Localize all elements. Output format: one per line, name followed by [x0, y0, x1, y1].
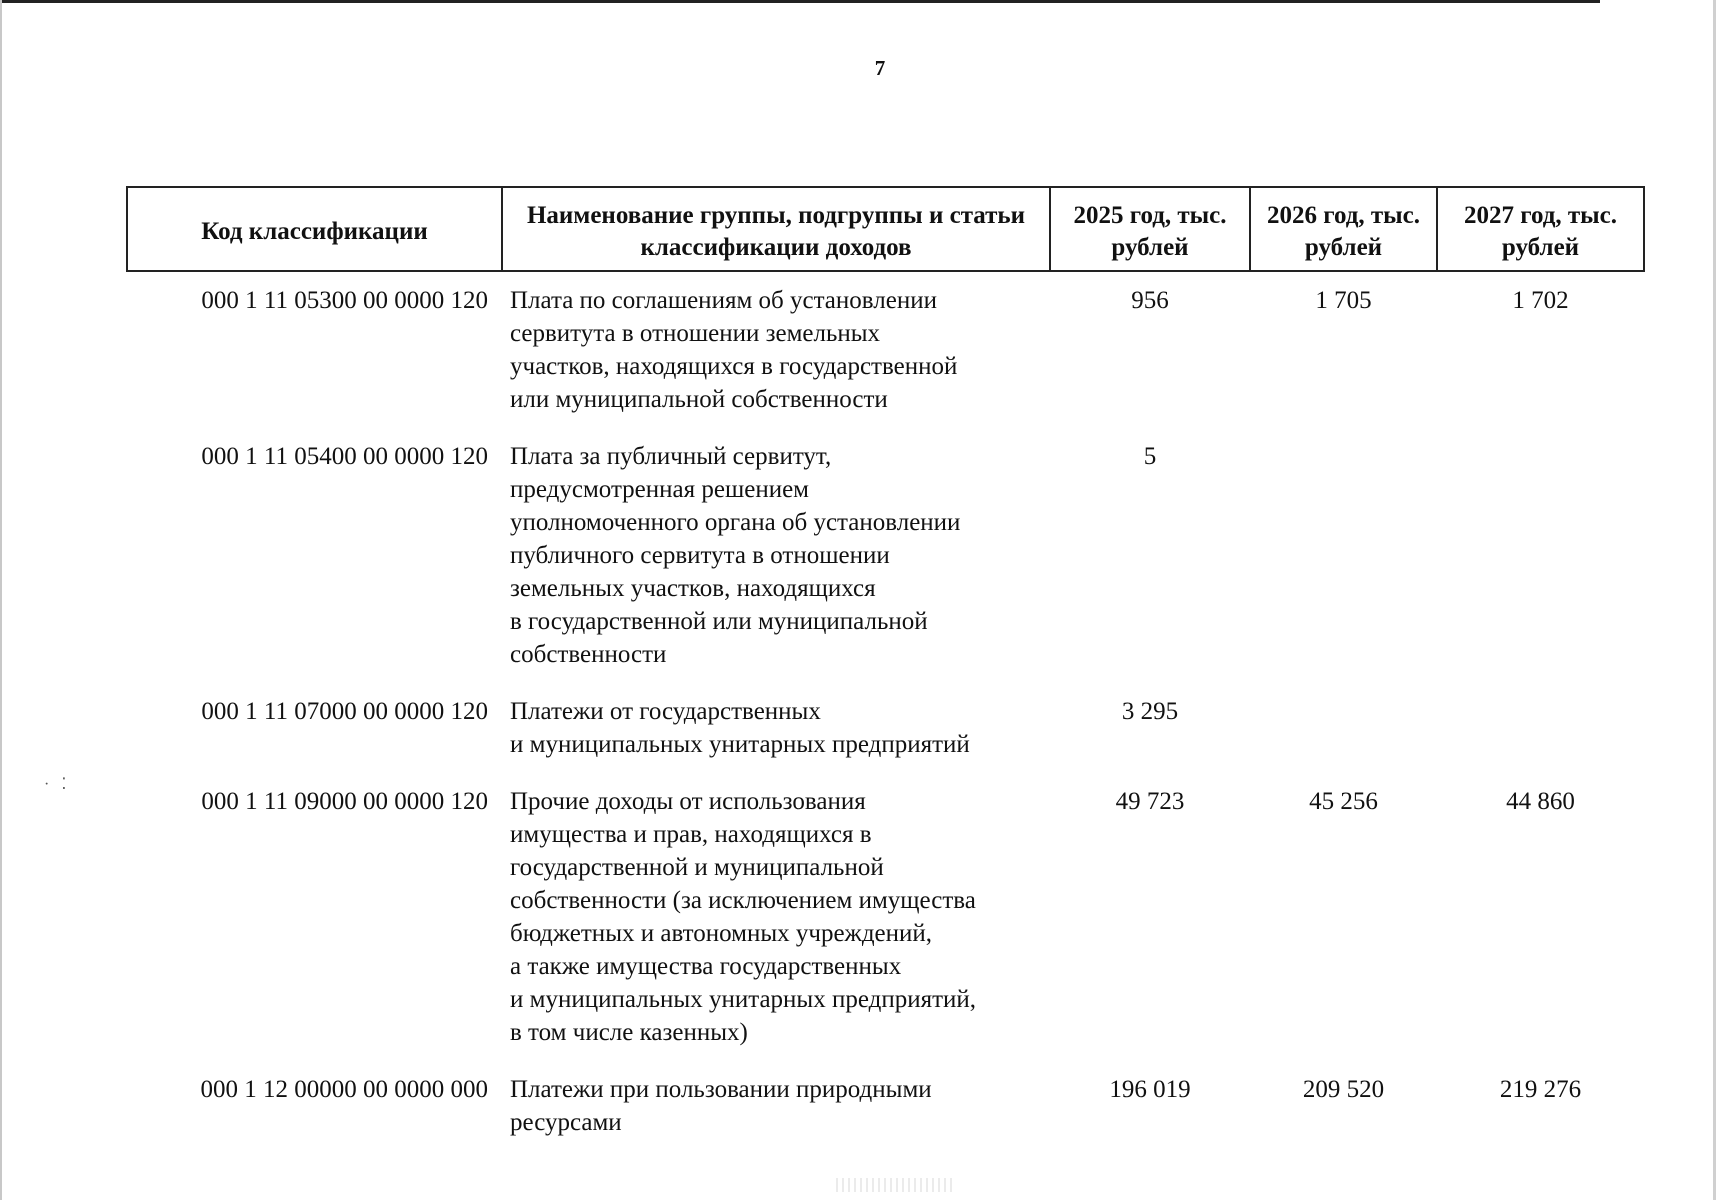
cell-2026 [1250, 428, 1437, 683]
table-header-row [127, 187, 1644, 271]
cell-name: Платежи от государственных и муниципальных унитарных предприятий [510, 698, 970, 758]
scan-specks: · ⁚ [44, 776, 71, 793]
cell-2027: 44 860 [1506, 788, 1575, 815]
cell-2027 [1437, 683, 1644, 773]
left-border-line [0, 0, 2, 1200]
header-2025: 2025 год, тыс. рублей [1050, 187, 1250, 271]
cell-code: 000 1 11 05400 00 0000 120 [201, 443, 488, 470]
cell-code: 000 1 11 09000 00 0000 120 [201, 788, 488, 815]
cell-name: Плата за публичный сервитут, предусмотренная решением уполномоченного органа об установлении публичного сервитута в отношении земельных участков, находящихся в государственной или муниципальной собственности [510, 443, 961, 668]
cell-2025: 196 019 [1109, 1076, 1191, 1103]
cell-2026 [1250, 683, 1437, 773]
table-row [127, 428, 1644, 683]
cell-2027 [1437, 428, 1644, 683]
header-2026: 2026 год, тыс. рублей [1250, 187, 1437, 271]
income-table [126, 186, 1645, 1151]
cell-name: Прочие доходы от использования имущества и прав, находящихся в государственной и муниципальной собственности (за исключением имущества бюджетных и автономных учреждений, а также имущества государственных и муниципальных унитарных предприятий, в том числе казенных) [510, 788, 977, 1046]
cell-2025: 3 295 [1121, 698, 1179, 725]
cell-2026: 209 520 [1302, 1076, 1385, 1103]
cell-2026: 45 256 [1309, 788, 1378, 815]
table-row [127, 271, 1644, 428]
header-name: Наименование группы, подгруппы и статьи классификации доходов [502, 187, 1050, 271]
cell-code: 000 1 11 07000 00 0000 120 [201, 698, 488, 725]
table-row [127, 683, 1644, 773]
cell-code: 000 1 11 05300 00 0000 120 [201, 287, 488, 314]
header-2027: 2027 год, тыс. рублей [1437, 187, 1644, 271]
cell-2027: 219 276 [1499, 1076, 1582, 1103]
cell-name: Плата по соглашениям об установлении сервитута в отношении земельных участков, находящихся в государственной или муниципальной собственности [510, 287, 958, 413]
table-row [127, 1061, 1644, 1151]
cell-2025: 5 [1143, 443, 1157, 470]
header-code: Код классификации [127, 187, 502, 271]
cell-code: 000 1 12 00000 00 0000 000 [200, 1076, 488, 1103]
cell-2027: 1 702 [1512, 287, 1569, 314]
scan-noise [836, 1178, 956, 1192]
cell-name: Платежи при пользовании природными ресурсами [510, 1076, 932, 1136]
page-number: 7 [874, 56, 886, 80]
cell-2025: 956 [1131, 287, 1169, 314]
table-row [127, 773, 1644, 1061]
top-border-line [0, 0, 1600, 3]
cell-2025: 49 723 [1115, 788, 1185, 815]
cell-2026: 1 705 [1315, 287, 1372, 314]
